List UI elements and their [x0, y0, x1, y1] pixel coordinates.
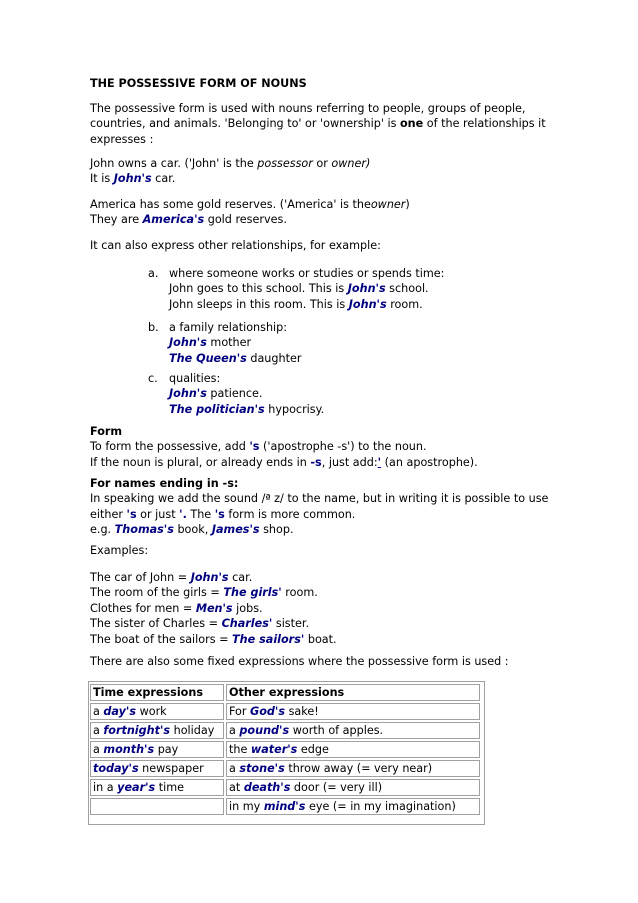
example-row-3-end: jobs. [232, 601, 263, 615]
ex2-they-are: They are [90, 213, 143, 227]
cell-possessive: today's [93, 762, 139, 775]
cell-possessive: water's [250, 743, 298, 756]
intro-line-2-end: of the relationships it [423, 117, 546, 131]
list-a-possessive-1: John's [347, 282, 386, 296]
form-heading: Form [90, 425, 123, 438]
ex1-it-is: It is [90, 172, 114, 186]
form-line-1: To form the possessive, add [90, 440, 250, 454]
ex2-possessive: America's [142, 213, 205, 227]
table-cell-other: For God's sake! [226, 703, 480, 720]
list-b-mother: mother [206, 336, 252, 350]
table-cell-time: in a year's time [90, 779, 224, 796]
names-line-1: In speaking we add the sound /ª z/ to the name, but in writing it is possible to use [90, 492, 549, 506]
names-eg: e.g. [90, 523, 115, 537]
list-b-possessive-2: The Queen's [169, 351, 247, 365]
list-marker-a: a. [148, 267, 159, 280]
ex1-possessive: John's [113, 172, 152, 186]
cell-possessive: pound's [239, 724, 290, 737]
table-cell-time: a month's pay [90, 741, 224, 758]
cell-possessive: month's [103, 743, 155, 756]
names-book: book, [173, 523, 212, 537]
table-cell-time: today's newspaper [90, 760, 224, 777]
ex1-car: car. [151, 172, 176, 186]
list-item-a [169, 266, 444, 312]
table-cell-other: at death's door (= very ill) [226, 779, 480, 796]
cell-possessive: death's [243, 781, 291, 794]
intro-emphasis: one [399, 117, 424, 131]
examples-list [90, 570, 337, 647]
list-a-line-2-end: room. [386, 297, 423, 311]
ex1-owner: owner) [331, 157, 371, 170]
form-line-1-end: ('apostrophe -s') to the noun. [259, 440, 427, 454]
form-apostrophe-s: 's [249, 440, 260, 454]
example-possessive-5: The sailors' [232, 632, 305, 646]
list-item-c [169, 371, 324, 417]
example-row-4: The sister of Charles = [90, 617, 222, 631]
list-b-possessive-1: John's [169, 336, 207, 350]
cell-possessive: stone's [239, 762, 285, 775]
names-thomas: Thomas's [114, 523, 174, 537]
list-marker-b: b. [148, 321, 159, 334]
list-c-possessive-1: John's [169, 387, 207, 401]
form-just-add: , just add: [321, 455, 378, 469]
list-a-heading: where someone works or studies or spends time: [169, 267, 445, 280]
names-james: James's [211, 523, 260, 537]
example-possessive-3: Men's [195, 601, 233, 615]
names-or-just: or just [136, 507, 180, 521]
example-america-paragraph [90, 197, 410, 228]
example-row-3: Clothes for men = [90, 601, 196, 615]
page-title: THE POSSESSIVE FORM OF NOUNS [90, 77, 307, 90]
example-row-1-end: car. [228, 571, 253, 584]
ex2-reserves: gold reserves. [204, 213, 287, 227]
example-john-paragraph [90, 156, 370, 187]
list-item-b [169, 320, 301, 366]
example-row-4-end: sister. [272, 617, 310, 631]
fixed-expressions-intro: There are also some fixed expressions where the possessive form is used : [90, 655, 509, 668]
example-row-1: The car of John = [90, 571, 191, 584]
table-cell-other: the water's edge [226, 741, 480, 758]
table-cell-empty [90, 798, 224, 815]
table-header-time: Time expressions [90, 684, 224, 701]
table-cell-other: a pound's worth of apples. [226, 722, 480, 739]
cell-possessive: fortnight's [103, 724, 171, 737]
table-cell-other: a stone's throw away (= very near) [226, 760, 480, 777]
table-cell-time: a fortnight's holiday [90, 722, 224, 739]
intro-paragraph [90, 101, 546, 147]
names-line-2: either [90, 507, 127, 521]
list-c-possessive-2: The politician's [169, 402, 265, 416]
cell-possessive: year's [117, 781, 156, 794]
table-header-other: Other expressions [226, 684, 480, 701]
list-c-heading: qualities: [169, 372, 221, 385]
ex2-owner: owner [370, 198, 406, 211]
names-the: The [186, 507, 215, 521]
other-relationships-line: It can also express other relationships, for example: [90, 239, 381, 252]
names-heading: For names ending in -s: [90, 477, 239, 490]
ex2-text: America has some gold reserves. ('America' is the [90, 198, 371, 211]
list-b-heading: a family relationship: [169, 321, 288, 334]
example-row-5-end: boat. [304, 632, 337, 646]
form-line-2: If the noun is plural, or already ends in [90, 455, 311, 469]
example-possessive-2: The girls' [223, 586, 282, 600]
ex2-paren: ) [405, 198, 410, 211]
example-row-2-end: room. [281, 586, 318, 600]
cell-possessive: day's [103, 705, 137, 718]
cell-possessive: mind's [263, 800, 306, 813]
names-shop: shop. [259, 523, 294, 537]
list-marker-c: c. [148, 372, 158, 385]
intro-line-1: The possessive form is used with nouns referring to people, groups of people, [90, 102, 526, 115]
list-b-daughter: daughter [246, 351, 302, 365]
example-possessive-4: Charles' [221, 617, 273, 631]
example-row-2: The room of the girls = [90, 586, 224, 600]
list-a-line-1-end: school. [385, 282, 429, 296]
examples-heading: Examples: [90, 544, 149, 557]
table-cell-time: a day's work [90, 703, 224, 720]
names-apostrophe-s: 's [126, 507, 137, 521]
example-possessive-1: John's [190, 571, 229, 584]
form-apostrophe: ' [377, 455, 382, 469]
example-row-5: The boat of the sailors = [90, 632, 233, 646]
names-section [90, 476, 548, 538]
list-a-line-1: John goes to this school. This is [169, 282, 348, 296]
intro-line-2: countries, and animals. 'Belonging to' or 'ownership' is [90, 117, 400, 131]
list-c-patience: patience. [206, 387, 263, 401]
list-a-possessive-2: John's [348, 297, 387, 311]
table-cell-other: in my mind's eye (= in my imagination) [226, 798, 480, 815]
intro-line-3: expresses : [90, 132, 154, 146]
ex1-or: or [312, 157, 332, 170]
ex1-possessor: possessor [257, 157, 313, 170]
ex1-text: John owns a car. ('John' is the [90, 157, 258, 170]
form-section [90, 424, 478, 470]
cell-possessive: God's [250, 705, 286, 718]
form-dash-s: -s [310, 455, 322, 469]
form-line-2-end: (an apostrophe). [381, 455, 478, 469]
list-a-line-2: John sleeps in this room. This is [169, 297, 349, 311]
names-apostrophe: '. [179, 507, 187, 521]
names-line-2-end: form is more common. [224, 507, 356, 521]
names-apostrophe-s-2: 's [214, 507, 225, 521]
list-c-hypocrisy: hypocrisy. [264, 402, 325, 416]
